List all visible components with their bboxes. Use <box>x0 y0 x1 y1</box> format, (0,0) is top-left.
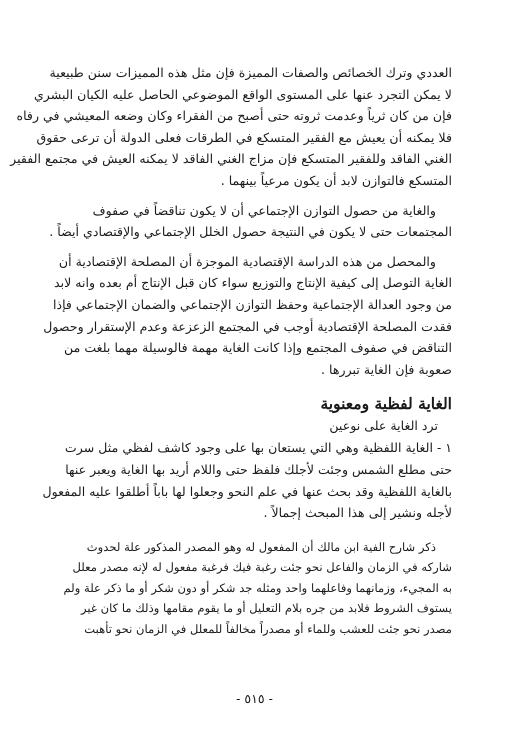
text-line: ذكر شارح الفية ابن مالك أن المفعول له وهو المصدر المذكور علة لحدوث <box>86 539 436 554</box>
text-line: من وجود العدالة الإجتماعية وحفظ التوازن الإجتماعي والضمان الإجتماعي فإذا <box>52 296 452 312</box>
text-line: يستوف الشروط فلابد من جره بلام التعليل أو ما يقوم مقامها وذلك ما كان غير <box>80 601 452 616</box>
text-line: لا يمكن التجرد عنها على المستوى الواقع الموضوعي الحاصل عليه الكيان البشري <box>33 86 452 102</box>
text-line: بالغاية اللفظية وقد بحث عنها في علم النحو وجعلوا لها باباً أطلقوا عليه المفعول <box>42 483 452 499</box>
paragraph-3 <box>43 251 452 381</box>
text-line: المتسكع فالتوازن لابد أن يكون مرعياً بينهما . <box>220 172 452 188</box>
page-body <box>10 62 452 639</box>
text-line: فلا يمكنه أن يعيش مع الفقير المتسكع في الطرقات فعلى الدولة أن ترعى حقوق <box>36 129 452 145</box>
section-intro: ترد الغاية على نوعين <box>329 418 438 434</box>
text-line: شاركه في الزمان والفاعل نحو جئت رغبة فيك فرغبة مفعول له لإنه مصدر معلل <box>72 560 452 575</box>
section-item-1 <box>42 437 452 523</box>
paragraph-1 <box>10 62 452 192</box>
text-line: مصدر نحو جئت للعشب وللماء أو مصدراً مخالفاً للمعلل في الزمان نحو تأهبت <box>84 621 452 636</box>
page-number: - ٥١٥ - <box>236 691 273 706</box>
text-line: العددي وترك الخصائص والصفات المميزة فإن مثل هذه المميزات سنن طبيعية <box>49 65 452 80</box>
text-line: فإن من كان ثرياً وعدمت ثروته حتى أصبح من الفقراء وكان وضعه المعيشي في رفاه <box>16 108 452 124</box>
text-line: فقدت المصلحة الإقتصادية أوجب في المجتمع الزعزعة وعدم الإستقرار وحصول <box>43 318 452 334</box>
text-line: الغني الفاقد وللفقير المتسكع فإن مزاج الغني الفاقد لا يمكنه العيش في مجتمع الفقير <box>10 151 452 167</box>
text-line: التناقض في صفوف المجتمع وإذا كانت الغاية مهمة فالوسيلة مهما بلغت من <box>63 340 452 356</box>
paragraph-2 <box>49 200 452 243</box>
section-heading: الغاية لفظية ومعنوية <box>320 394 452 414</box>
text-line: به المجيء، وزمانهما وفاعلهما واحد ومثله جد شكر أو دون شكر أو ما ذكر علة ولم <box>63 580 452 595</box>
text-line: الغاية التوصل إلى كيفية الإنتاج والتوزيع سواء كان قبل الإنتاج أم بعده وانه لابد <box>53 275 452 291</box>
footnote-paragraph <box>60 537 452 640</box>
text-line: والمحصل من هذه الدراسة الإقتصادية الموجزة أن المصلحة الإقتصادية أن <box>58 253 436 269</box>
text-line: المجتمعات حتى لا يكون في النتيجة حصول الخلل الإجتماعي والإقتصادي أيضاً . <box>49 224 452 240</box>
text-line: والغاية من حصول التوازن الإجتماعي أن لا يكون تناقضاً في صفوف <box>92 202 436 218</box>
text-line: ١ - الغاية اللفظية وهي التي يستعان بها على وجود كاشف لفظي مثل سرت <box>64 440 452 456</box>
text-line: لأجله ونشير إلى هذا المبحث إجمالاً . <box>263 505 452 521</box>
text-line: صعوبة فإن الغاية تبررها . <box>321 361 452 377</box>
text-line: حتى مطلع الشمس وجئت لأجلك فلفظ حتى واللام أريد بها الغاية ويعبر عنها <box>65 461 452 477</box>
